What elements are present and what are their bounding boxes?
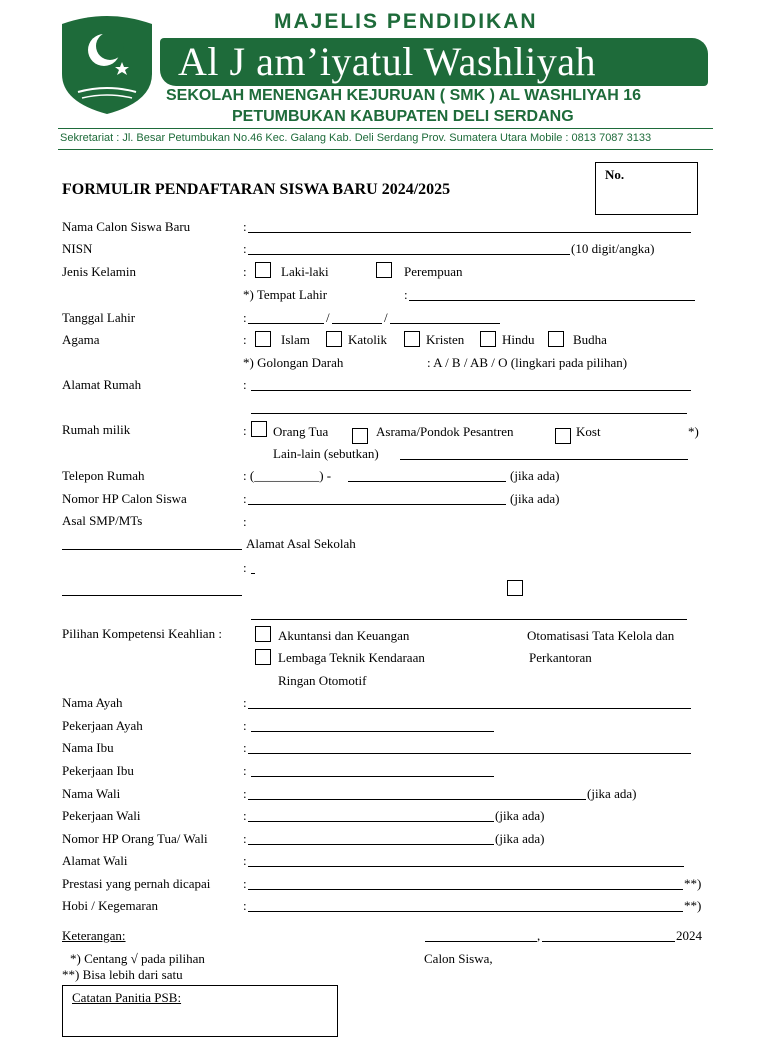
label-rumah-milik: Rumah milik <box>62 422 131 437</box>
field-alamat-sekolah-start[interactable] <box>251 573 255 574</box>
field-asal-smp-2[interactable] <box>62 595 242 596</box>
label-pekerjaan-ibu: Pekerjaan Ibu <box>62 763 134 778</box>
golongan-darah-options: : A / B / AB / O (lingkari pada pilihan) <box>427 355 628 370</box>
label-nama: Nama Calon Siswa Baru <box>62 219 191 234</box>
signature-year: 2024 <box>676 928 702 943</box>
colon: : <box>243 310 247 325</box>
option-tkr: Lembaga Teknik Kendaraan <box>278 650 425 665</box>
colon: : <box>243 853 247 868</box>
field-hobi[interactable] <box>248 911 683 912</box>
colon: : <box>243 514 247 529</box>
label-alamat-rumah: Alamat Rumah <box>62 377 142 392</box>
field-hp-ortu[interactable] <box>248 844 494 845</box>
label-prestasi: Prestasi yang pernah dicapai <box>62 876 211 891</box>
colon: : <box>243 264 247 279</box>
label-nama-ayah: Nama Ayah <box>62 695 123 710</box>
field-prestasi[interactable] <box>248 889 683 890</box>
field-nama-wali[interactable] <box>248 799 586 800</box>
colon: : <box>243 831 247 846</box>
header-divider-bottom <box>58 149 713 150</box>
option-kost: Kost <box>576 424 601 439</box>
label-pekerjaan-ayah: Pekerjaan Ayah <box>62 718 143 733</box>
colon: : <box>243 241 247 256</box>
option-otkp: Otomatisasi Tata Kelola dan <box>527 628 675 643</box>
field-hp-siswa[interactable] <box>248 504 506 505</box>
colon: : <box>243 808 247 823</box>
comma: , <box>537 928 541 943</box>
optional-note: (jika ada) <box>495 808 545 823</box>
optional-note: (jika ada) <box>587 786 637 801</box>
checkbox-asrama[interactable] <box>352 428 368 444</box>
field-nama-ayah[interactable] <box>248 708 691 709</box>
option-islam: Islam <box>281 332 310 347</box>
note-marker: *) <box>688 424 699 439</box>
option-orang-tua: Orang Tua <box>273 424 329 439</box>
field-tempat-tanda-tangan[interactable] <box>425 941 537 942</box>
field-telepon-rumah[interactable] <box>348 481 506 482</box>
colon: : <box>243 423 247 438</box>
label-hobi: Hobi / Kegemaran <box>62 898 159 913</box>
option-laki-laki: Laki-laki <box>281 264 329 279</box>
option-perempuan: Perempuan <box>404 264 463 279</box>
checkbox-kristen[interactable] <box>404 331 420 347</box>
field-nisn[interactable] <box>248 254 570 255</box>
label-pekerjaan-wali: Pekerjaan Wali <box>62 808 141 823</box>
label-jenis-kelamin: Jenis Kelamin <box>62 264 137 279</box>
school-logo <box>58 14 156 116</box>
option-budha: Budha <box>573 332 607 347</box>
checkbox-laki-laki[interactable] <box>255 262 271 278</box>
label-telepon-rumah: Telepon Rumah <box>62 468 145 483</box>
option-asrama: Asrama/Pondok Pesantren <box>376 424 514 439</box>
option-lain-lain: Lain-lain (sebutkan) <box>273 446 379 461</box>
checkbox-orang-tua[interactable] <box>251 421 267 437</box>
school-location: PETUMBUKAN KABUPATEN DELI SERDANG <box>232 108 574 125</box>
field-alamat-wali[interactable] <box>248 866 684 867</box>
field-pekerjaan-wali[interactable] <box>248 821 494 822</box>
label-nisn: NISN <box>62 241 93 256</box>
checkbox-kost[interactable] <box>555 428 571 444</box>
option-kristen: Kristen <box>426 332 465 347</box>
option-akuntansi: Akuntansi dan Keuangan <box>278 628 410 643</box>
checkbox-islam[interactable] <box>255 331 271 347</box>
option-hindu: Hindu <box>502 332 535 347</box>
checkbox-hindu[interactable] <box>480 331 496 347</box>
colon: : <box>243 763 247 778</box>
option-katolik: Katolik <box>348 332 387 347</box>
optional-note: (jika ada) <box>495 831 545 846</box>
label-alamat-sekolah: Alamat Asal Sekolah <box>246 536 356 551</box>
colon: : <box>243 718 247 733</box>
colon: : <box>243 219 247 234</box>
organization-name: Al J am’iyatul Washliyah <box>178 39 596 84</box>
label-nama-wali: Nama Wali <box>62 786 121 801</box>
checkbox-tkr[interactable] <box>255 649 271 665</box>
note-marker: **) <box>684 876 702 891</box>
option-otkp-line2: Perkantoran <box>529 650 592 665</box>
field-alamat-sekolah[interactable] <box>251 619 687 620</box>
optional-note: (jika ada) <box>510 491 560 506</box>
option-tkr-line2: Ringan Otomotif <box>278 673 367 688</box>
field-lain-lain[interactable] <box>400 459 688 460</box>
checkbox-katolik[interactable] <box>326 331 342 347</box>
checkbox-blank[interactable] <box>507 580 523 596</box>
field-alamat-rumah-2[interactable] <box>251 413 687 414</box>
field-tanggal-hari[interactable] <box>248 323 324 324</box>
field-asal-smp[interactable] <box>62 549 242 550</box>
colon: : <box>243 786 247 801</box>
note-centang: *) Centang √ pada pilihan <box>70 951 205 966</box>
field-nama-ibu[interactable] <box>248 753 691 754</box>
colon: : <box>243 740 247 755</box>
colon: : <box>243 695 247 710</box>
colon: : <box>243 898 247 913</box>
label-agama: Agama <box>62 332 100 347</box>
label-hp-siswa: Nomor HP Calon Siswa <box>62 491 187 506</box>
label-hp-ortu: Nomor HP Orang Tua/ Wali <box>62 831 208 846</box>
optional-note: (jika ada) <box>510 468 560 483</box>
majelis-title: MAJELIS PENDIDIKAN <box>274 10 538 33</box>
nisn-note: (10 digit/angka) <box>571 241 655 256</box>
note-marker: **) <box>684 898 702 913</box>
label-golongan-darah: *) Golongan Darah <box>243 355 344 370</box>
calon-siswa-label: Calon Siswa, <box>424 951 493 966</box>
keterangan-heading: Keterangan: <box>62 928 126 943</box>
date-slash: / <box>326 310 330 325</box>
colon: : <box>243 332 247 347</box>
label-tanggal-lahir: Tanggal Lahir <box>62 310 136 325</box>
colon: : <box>243 560 247 575</box>
field-pekerjaan-ibu[interactable] <box>251 776 494 777</box>
form-title: FORMULIR PENDAFTARAN SISWA BARU 2024/2025 <box>62 181 451 198</box>
note-lebih-dari-satu: **) Bisa lebih dari satu <box>62 967 183 982</box>
field-tempat-lahir[interactable] <box>409 300 695 301</box>
checkbox-perempuan[interactable] <box>376 262 392 278</box>
colon: : <box>243 377 247 392</box>
header-divider-top <box>58 128 713 129</box>
telepon-format: : (__________) - <box>243 468 332 483</box>
checkbox-akuntansi[interactable] <box>255 626 271 642</box>
colon: : <box>243 491 247 506</box>
field-pekerjaan-ayah[interactable] <box>251 731 494 732</box>
secretariat-address: Sekretariat : Jl. Besar Petumbukan No.46 Kec. Galang Kab. Deli Serdang Prov. Sumatera Utara Mobile : 0813 7087 3133 <box>60 132 652 144</box>
registration-number-label: No. <box>605 167 625 182</box>
date-slash: / <box>384 310 388 325</box>
field-tanggal-bulan[interactable] <box>332 323 382 324</box>
field-alamat-rumah-1[interactable] <box>251 390 691 391</box>
field-nama[interactable] <box>248 232 691 233</box>
label-asal-smp: Asal SMP/MTs <box>62 513 143 528</box>
checkbox-budha[interactable] <box>548 331 564 347</box>
school-name: SEKOLAH MENENGAH KEJURUAN ( SMK ) AL WASHLIYAH 16 <box>166 87 642 104</box>
label-nama-ibu: Nama Ibu <box>62 740 114 755</box>
label-tempat-lahir: *) Tempat Lahir <box>243 287 328 302</box>
colon: : <box>243 876 247 891</box>
field-tanggal-tahun[interactable] <box>390 323 500 324</box>
catatan-panitia-label: Catatan Panitia PSB: <box>72 990 182 1005</box>
colon: : <box>404 287 408 302</box>
label-alamat-wali: Alamat Wali <box>62 853 128 868</box>
field-tanggal-tanda-tangan[interactable] <box>542 941 675 942</box>
label-kompetensi: Pilihan Kompetensi Keahlian : <box>62 626 222 641</box>
